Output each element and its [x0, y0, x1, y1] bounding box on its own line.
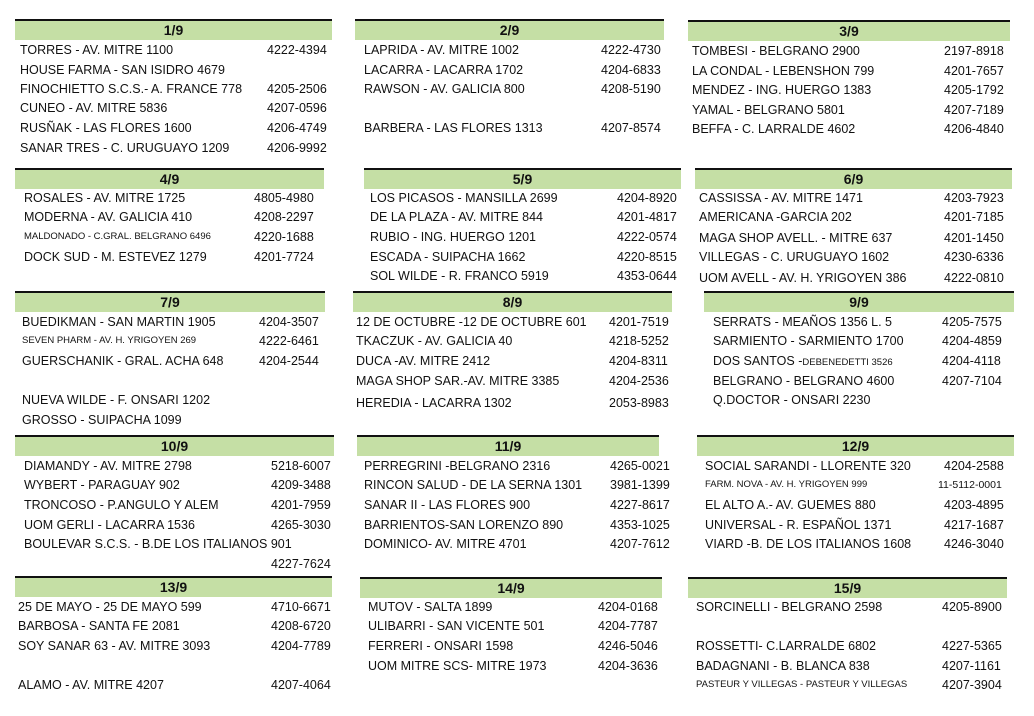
day-header-9-9: 9/9: [704, 291, 1014, 312]
day-header-13-9: 13/9: [15, 576, 332, 597]
day-header-8-9: 8/9: [353, 291, 672, 312]
day-header-14-9: 14/9: [360, 577, 662, 598]
day-header-6-9: 6/9: [695, 168, 1012, 189]
day-header-10-9: 10/9: [15, 435, 334, 456]
day-header-1-9: 1/9: [15, 19, 332, 40]
day-header-11-9: 11/9: [357, 435, 659, 456]
day-header-15-9: 15/9: [688, 577, 1007, 598]
day-header-2-9: 2/9: [355, 19, 664, 40]
day-header-3-9: 3/9: [688, 20, 1010, 41]
day-header-12-9: 12/9: [697, 435, 1014, 456]
day-header-4-9: 4/9: [15, 168, 324, 189]
day-header-5-9: 5/9: [364, 168, 681, 189]
day-header-7-9: 7/9: [15, 291, 325, 312]
